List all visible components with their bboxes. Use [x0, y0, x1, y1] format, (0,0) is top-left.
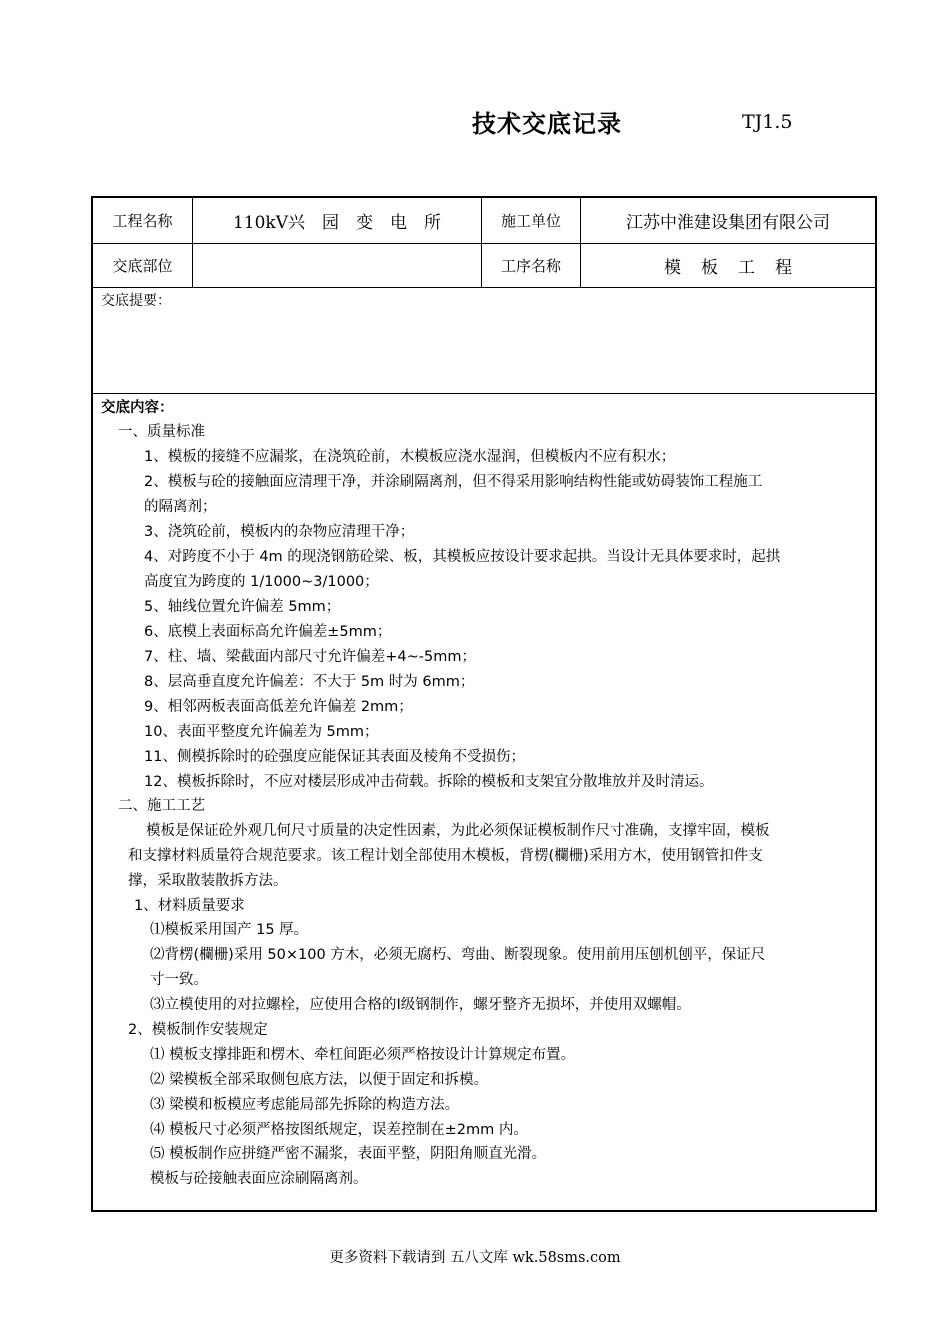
- content-line: 11、侧模拆除时的砼强度应能保证其表面及棱角不受损伤；: [144, 749, 525, 765]
- document-title: 技术交底记录: [472, 110, 622, 138]
- summary-label: 交底提要：: [101, 293, 171, 309]
- content-line: ⑴模板采用国产 15 厚。: [150, 922, 309, 938]
- content-heading: 交底内容：: [101, 400, 174, 416]
- process-value: 模板工程: [664, 258, 812, 278]
- content-line: 3、浇筑砼前，模板内的杂物应清理干净；: [144, 524, 415, 540]
- content-line: ⑵ 梁模板全部采取侧包底方法，以便于固定和拆模。: [150, 1072, 489, 1088]
- content-line: 7、柱、墙、梁截面内部尺寸允许偏差+4~-5mm；: [144, 649, 476, 665]
- content-line: 的隔离剂；: [144, 499, 217, 515]
- content-line: 2、模板与砼的接触面应清理干净，并涂刷隔离剂，但不得采用影响结构性能或妨碍装饰工程施工: [144, 474, 763, 490]
- project-name-label: 工程名称: [112, 212, 173, 230]
- content-line: 1、模板的接缝不应漏浆，在浇筑砼前，木模板应浇水湿润，但模板内不应有积水；: [144, 449, 676, 465]
- document-code: TJ1.5: [742, 111, 793, 133]
- content-line: 5、轴线位置允许偏差 5mm；: [144, 599, 341, 615]
- subsection-heading: 1、材料质量要求: [134, 898, 245, 914]
- content-line: 模板与砼接触表面应涂刷隔离剂。: [150, 1171, 368, 1187]
- section-heading: 一、质量标准: [118, 424, 205, 440]
- contractor-value: 江苏中淮建设集团有限公司: [626, 213, 830, 233]
- content-line: 9、相邻两板表面高低差允许偏差 2mm；: [144, 699, 413, 715]
- content-line: 8、层高垂直度允许偏差：不大于 5m 时为 6mm；: [144, 674, 475, 690]
- content-line: 和支撑材料质量符合规范要求。该工程计划全部使用木模板，背楞(欄栅)采用方木，使用钢管扣件支: [128, 848, 763, 864]
- content-line: ⑴ 模板支撑排距和楞木、牵杠间距必须严格按设计计算规定布置。: [150, 1047, 576, 1063]
- footer-link[interactable]: 更多资料下载请到 五八文库 wk.58sms.com: [329, 1250, 621, 1266]
- content-line: 10、表面平整度允许偏差为 5mm；: [144, 724, 379, 740]
- contractor-label: 施工单位: [500, 212, 561, 230]
- process-label: 工序名称: [500, 257, 561, 275]
- content-line: 撑，采取散装散拆方法。: [128, 873, 288, 889]
- content-line: ⑸ 模板制作应拼缝严密不漏浆，表面平整，阴阳角顺直光滑。: [150, 1146, 547, 1162]
- project-name-value: 110kV兴 园 变 电 所: [232, 213, 442, 233]
- content-line: 模板是保证砼外观几何尺寸质量的决定性因素，为此必须保证模板制作尺寸准确，支撑牢固，模板: [146, 823, 770, 839]
- content-line: 4、对跨度不小于 4m 的现浇钢筋砼梁、板，其模板应按设计要求起拱。当设计无具体要求时，起拱: [144, 549, 781, 565]
- content-line: ⑶ 梁模和板模应考虑能局部先拆除的构造方法。: [150, 1097, 460, 1113]
- content-line: 6、底模上表面标高允许偏差±5mm；: [144, 624, 392, 640]
- content-line: ⑵背楞(欄栅)采用 50×100 方木，必须无腐朽、弯曲、断裂现象。使用前用压刨机刨平，保证尺: [150, 947, 766, 963]
- location-label: 交底部位: [112, 257, 173, 275]
- section-heading: 二、施工工艺: [118, 798, 205, 814]
- row-divider: [92, 287, 876, 288]
- content-line: ⑷ 模板尺寸必须严格按图纸规定，误差控制在±2mm 内。: [150, 1122, 528, 1138]
- row-divider: [92, 393, 876, 394]
- content-line: 高度宜为跨度的 1/1000~3/1000；: [144, 574, 379, 590]
- subsection-heading: 2、模板制作安装规定: [128, 1022, 268, 1038]
- location-value: [193, 244, 481, 287]
- content-line: 12、模板拆除时，不应对楼层形成冲击荷载。拆除的模板和支架宜分散堆放并及时清运。: [144, 774, 714, 790]
- content-line: 寸一致。: [150, 972, 208, 988]
- content-line: ⑶立模使用的对拉螺栓，应使用合格的Ⅰ级钢制作，螺牙整齐无损坏，并使用双螺帽。: [150, 997, 691, 1013]
